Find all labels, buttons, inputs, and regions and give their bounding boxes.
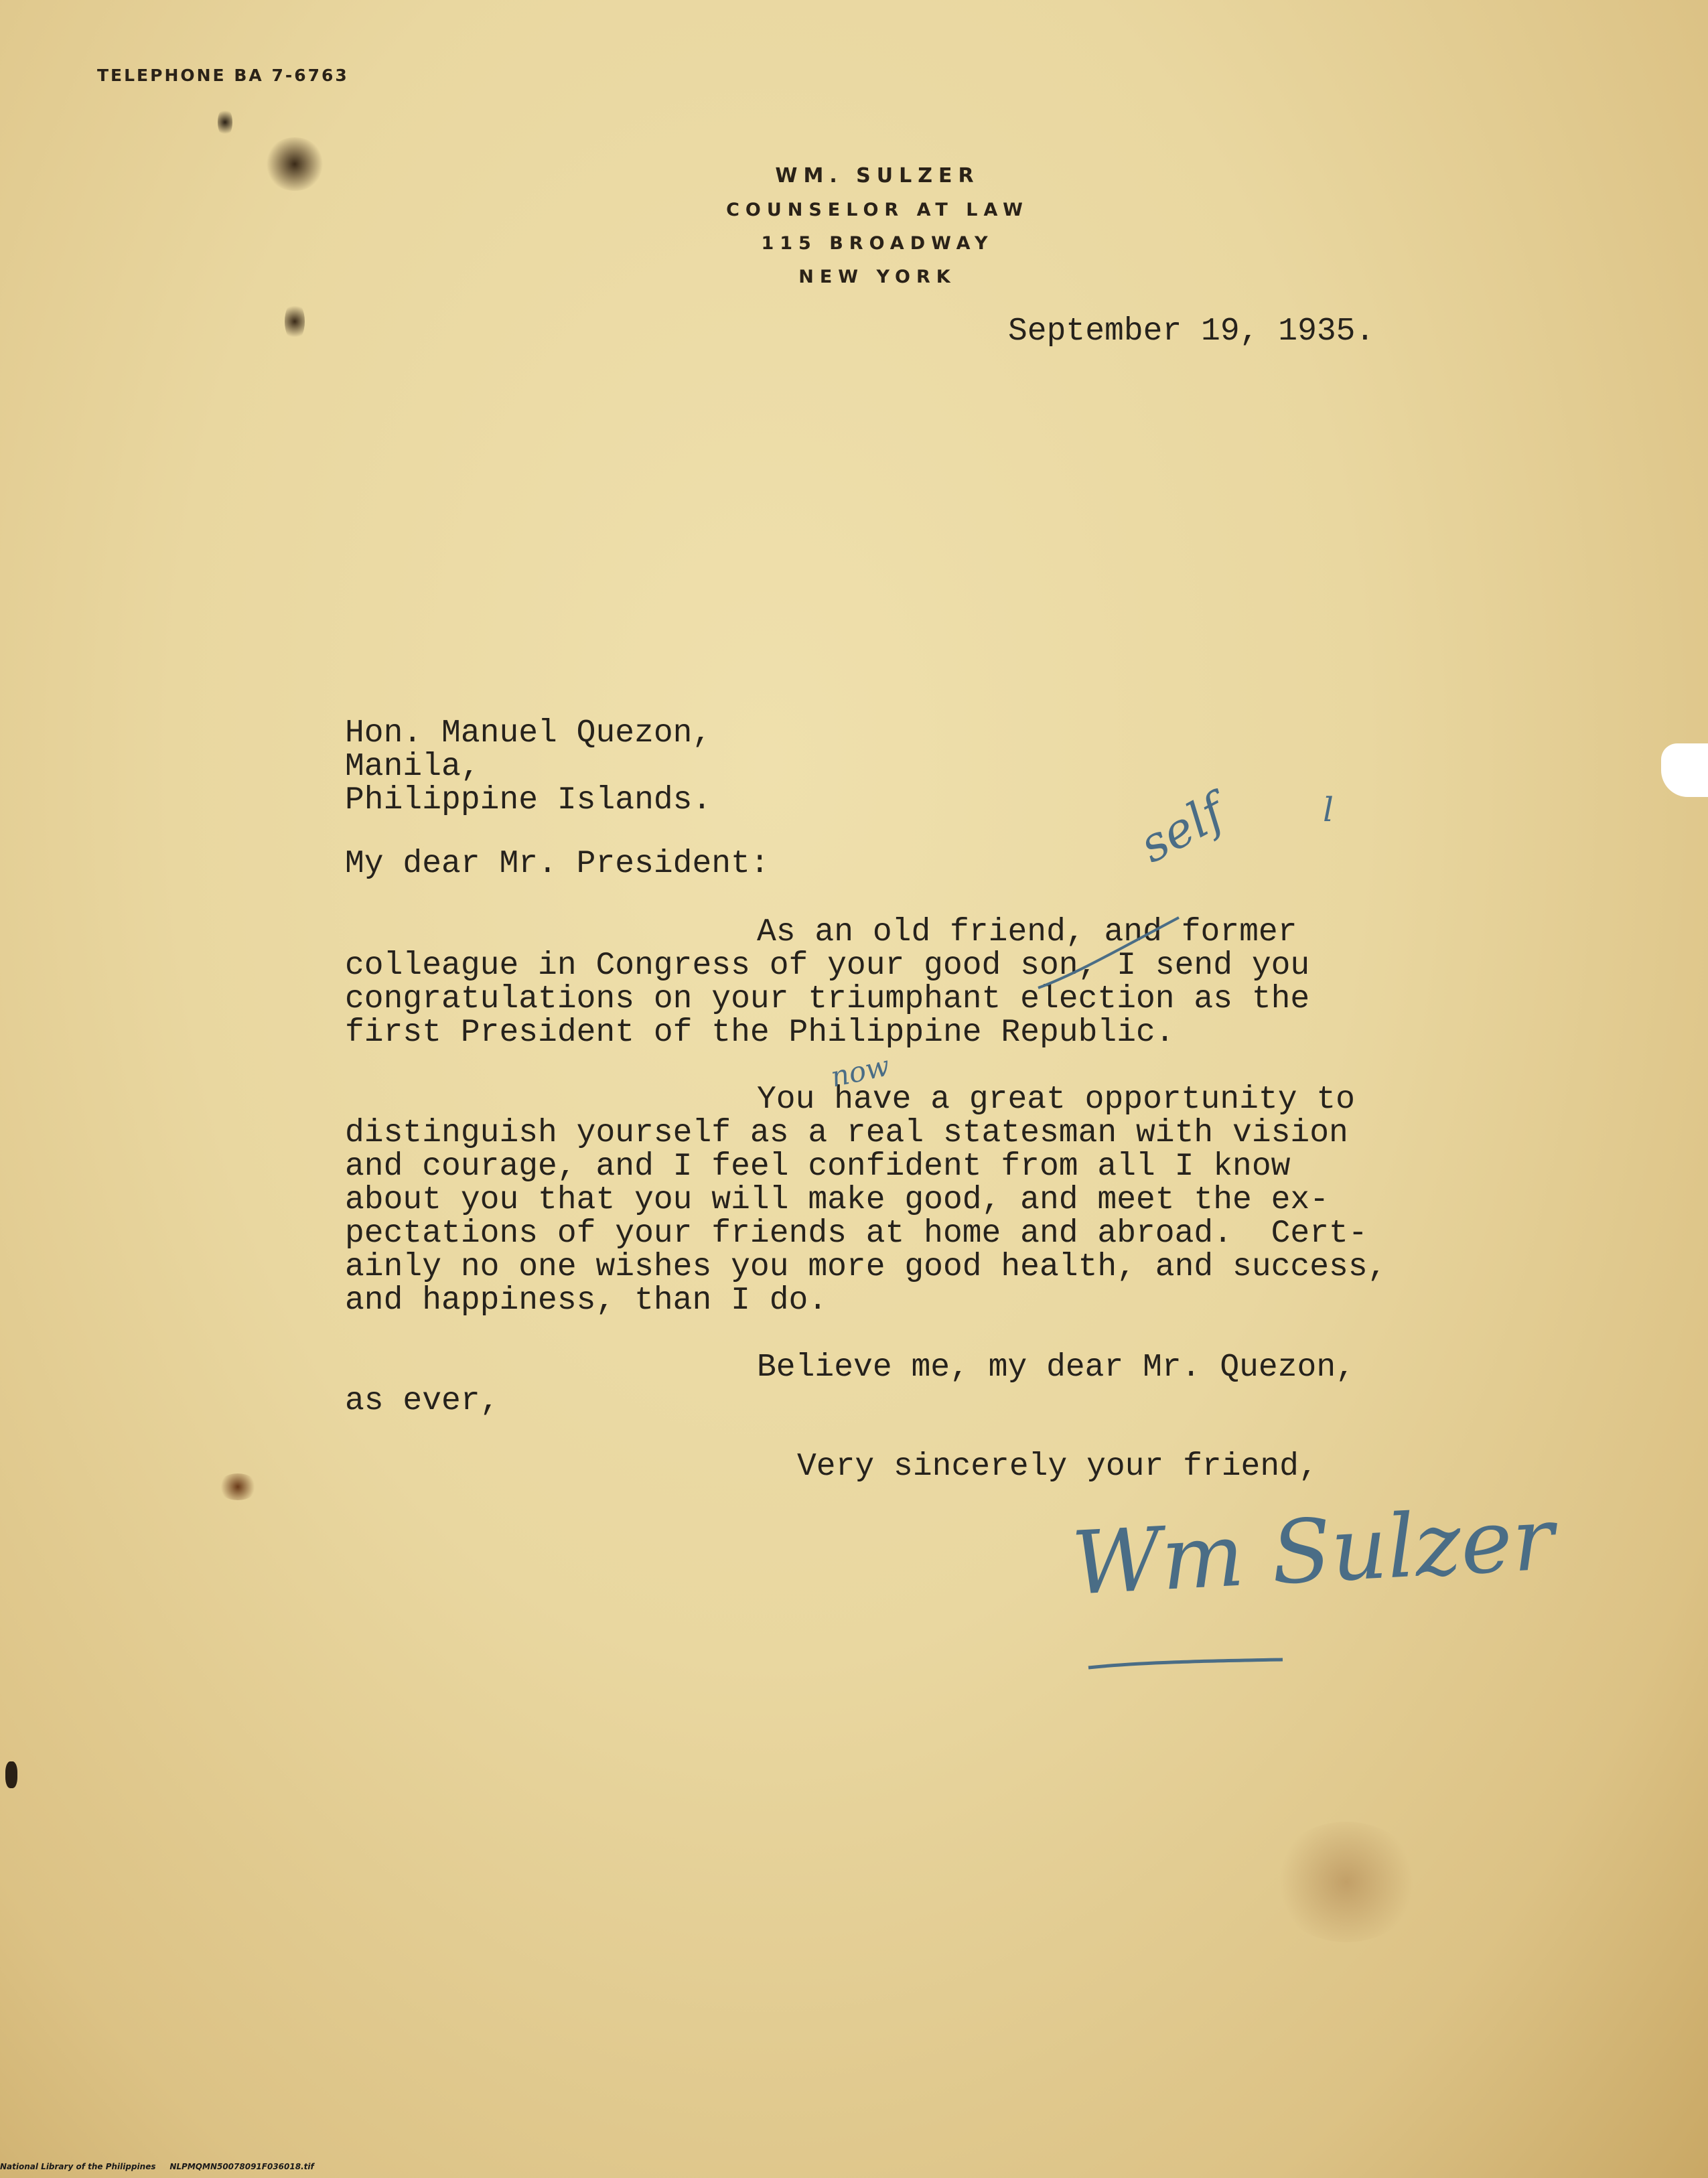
para2-line: and courage, and I feel confident from all I know	[345, 1149, 1291, 1185]
letter-date: September 19, 1935.	[1008, 313, 1375, 350]
recipient-city: Manila,	[345, 749, 480, 785]
closing-valediction: Very sincerely your friend,	[797, 1449, 1318, 1485]
archive-footer: National Library of the Philippines NLPMQMN50078091F036018.tif	[0, 2162, 314, 2171]
letterhead-city: NEW YORK	[798, 267, 956, 287]
para2-line: and happiness, than I do.	[345, 1283, 828, 1319]
recipient-country: Philippine Islands.	[345, 782, 712, 818]
ink-stain	[218, 107, 232, 137]
para1-line: colleague in Congress of your good son, I send you	[345, 948, 1310, 984]
salutation: My dear Mr. President:	[345, 846, 770, 882]
para1-line: first President of the Philippine Republic.	[345, 1015, 1175, 1051]
letterhead-street: 115 BROADWAY	[761, 233, 994, 254]
ink-stain	[265, 137, 325, 191]
ink-stain	[285, 301, 305, 342]
letterhead-name: WM. SULZER	[775, 164, 980, 188]
ink-stain	[218, 1473, 258, 1500]
para1-line: As an old friend, and former	[757, 914, 1297, 950]
para1-line: congratulations on your triumphant election as the	[345, 981, 1310, 1017]
torn-edge	[1661, 743, 1708, 797]
letterhead-title: COUNSELOR AT LAW	[726, 200, 1029, 220]
handwritten-self: self	[1130, 783, 1234, 874]
foxing-stain	[1273, 1822, 1420, 1942]
para2-line: ainly no one wishes you more good health, and success,	[345, 1249, 1387, 1285]
signature: Wm Sulzer	[1069, 1487, 1557, 1615]
signature-underline	[1085, 1654, 1286, 1674]
telephone-number: TELEPHONE BA 7-6763	[97, 66, 349, 85]
handwritten-now: now	[827, 1049, 893, 1094]
edge-mark	[5, 1761, 17, 1788]
closing-line: as ever,	[345, 1383, 500, 1419]
recipient-name: Hon. Manuel Quezon,	[345, 715, 712, 751]
para2-line: pectations of your friends at home and abroad. Cert-	[345, 1216, 1368, 1252]
closing-line: Believe me, my dear Mr. Quezon,	[757, 1350, 1355, 1386]
para2-line: distinguish yourself as a real statesman with vision	[345, 1115, 1348, 1151]
para2-line: You have a great opportunity to	[757, 1082, 1355, 1118]
para2-line: about you that you will make good, and meet the ex-	[345, 1182, 1330, 1218]
insert-caret	[1035, 914, 1182, 995]
handwritten-mark: l	[1323, 790, 1334, 829]
